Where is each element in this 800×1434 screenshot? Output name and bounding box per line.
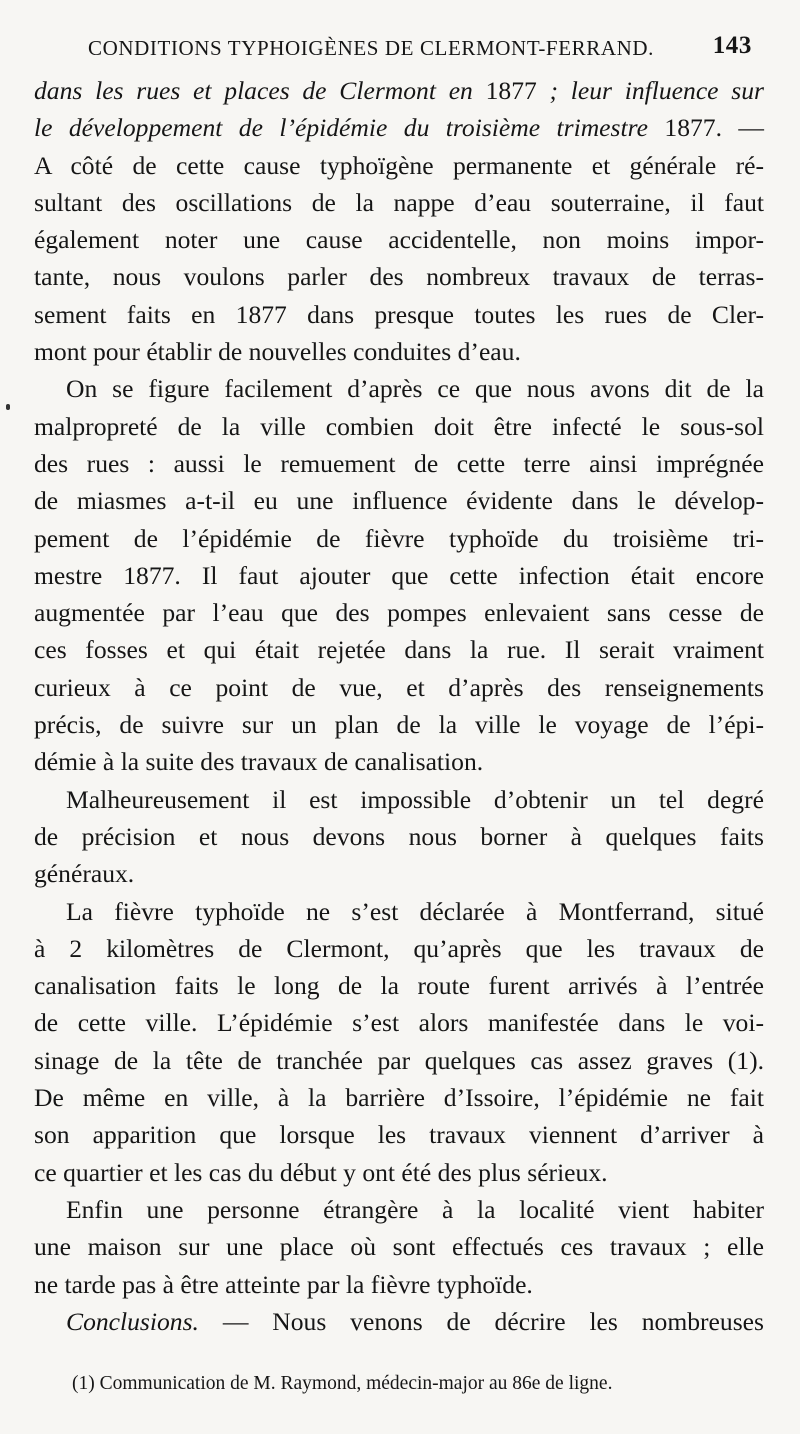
text-segment: de précision et nous devons nous borner à quelques faits [34, 821, 764, 851]
text-line [34, 594, 764, 631]
text-segment: démie à la suite des travaux de canalisation. [34, 747, 484, 777]
text-segment: augmentée par l’eau que des pompes enlevaient sans cesse de [34, 598, 764, 628]
text-line [34, 818, 764, 855]
footnote: (1) Communication de M. Raymond, médecin-major au 86e de ligne. [72, 1373, 613, 1394]
text-line [34, 893, 764, 930]
text-line [34, 1004, 764, 1041]
text-segment: une maison sur une place où sont effectués ces travaux ; elle [34, 1232, 764, 1262]
text-segment: précis, de suivre sur un plan de la ville le voyage de l’épi- [34, 710, 764, 740]
text-line [34, 743, 764, 780]
text-line [34, 1154, 764, 1191]
text-line [34, 1303, 764, 1340]
text-segment: sultant des oscillations de la nappe d’eau souterraine, il faut [34, 187, 764, 217]
text-segment: La fièvre typhoïde ne s’est déclarée à Montferrand, situé [66, 896, 764, 926]
text-segment: curieux à ce point de vue, et d’après des renseignements [34, 672, 764, 702]
text-line [34, 706, 764, 743]
text-segment: mont pour établir de nouvelles conduites d’eau. [34, 337, 521, 367]
text-line [34, 1191, 764, 1228]
text-segment: son apparition que lorsque les travaux viennent d’arriver à [34, 1120, 764, 1150]
text-line [34, 520, 764, 557]
text-segment: de cette ville. L’épidémie s’est alors manifestée dans le voi- [34, 1008, 764, 1038]
text-line [34, 1228, 764, 1265]
text-segment: — Nous venons de décrire les nombreuses [198, 1306, 764, 1336]
italic-text-segment: le développement de l’épidémie du troisième trimestre [34, 113, 665, 143]
text-line [34, 333, 764, 370]
italic-text-segment: dans les rues et places de Clermont en [34, 76, 486, 105]
text-segment: 1877 [485, 76, 537, 105]
text-line [34, 72, 764, 109]
text-segment: également noter une cause accidentelle, non moins impor- [34, 225, 764, 255]
text-segment: De même en ville, à la barrière d’Issoire, l’épidémie ne fait [34, 1083, 764, 1113]
text-line [34, 408, 764, 445]
running-head [30, 34, 760, 70]
page-number: 143 [712, 32, 752, 59]
text-line [34, 296, 764, 333]
text-segment: mestre 1877. Il faut ajouter que cette infection était encore [34, 560, 764, 590]
text-segment: ce quartier et les cas du début y ont été des plus sérieux. [34, 1157, 608, 1187]
text-line [34, 557, 764, 594]
text-line [34, 781, 764, 818]
text-line [34, 184, 764, 221]
text-segment: canalisation faits le long de la route furent arrivés à l’entrée [34, 971, 764, 1001]
text-segment: à 2 kilomètres de Clermont, qu’après que les travaux de [34, 933, 764, 963]
italic-text-segment: Conclusions. [66, 1306, 199, 1336]
text-segment: 1877. — [664, 113, 765, 143]
text-line [34, 109, 764, 146]
text-segment: de miasmes a-t-il eu une influence évidente dans le dévelop- [34, 486, 764, 516]
text-segment: tante, nous voulons parler des nombreux travaux de terras- [34, 262, 764, 292]
text-line [34, 482, 764, 519]
text-line [34, 669, 764, 706]
body-text [34, 72, 764, 1340]
text-segment: ces fosses et qui était rejetée dans la rue. Il serait vraiment [34, 635, 764, 665]
text-segment: pement de l’épidémie de fièvre typhoïde du troisième tri- [34, 523, 764, 553]
text-line [34, 445, 764, 482]
text-segment: des rues : aussi le remuement de cette terre ainsi imprégnée [34, 448, 764, 478]
text-line [34, 855, 764, 892]
text-line [34, 221, 764, 258]
text-segment: sement faits en 1877 dans presque toutes les rues de Cler- [34, 299, 764, 329]
text-line [34, 930, 764, 967]
text-line [34, 1042, 764, 1079]
text-line [34, 147, 764, 184]
ink-speck [6, 404, 10, 410]
text-line [34, 631, 764, 668]
text-line [34, 1266, 764, 1303]
text-segment: malpropreté de la ville combien doit être infecté le sous-sol [34, 411, 764, 441]
text-line [34, 1079, 764, 1116]
italic-text-segment: ; leur influence sur [536, 76, 764, 105]
text-segment: Malheureusement il est impossible d’obtenir un tel degré [66, 784, 764, 814]
text-segment: A côté de cette cause typhoïgène permanente et générale ré- [34, 150, 764, 180]
text-segment: ne tarde pas à être atteinte par la fièvre typhoïde. [34, 1269, 533, 1299]
text-line [34, 258, 764, 295]
running-head-title: CONDITIONS TYPHOIGÈNES DE CLERMONT-FERRAND. [88, 36, 654, 60]
text-segment: On se figure facilement d’après ce que nous avons dit de la [66, 374, 764, 404]
text-line [34, 1116, 764, 1153]
text-segment: Enfin une personne étrangère à la localité vient habiter [66, 1194, 764, 1224]
text-line [34, 967, 764, 1004]
text-segment: sinage de la tête de tranchée par quelques cas assez graves (1). [34, 1045, 764, 1075]
text-line [34, 370, 764, 407]
text-segment: généraux. [34, 859, 135, 889]
